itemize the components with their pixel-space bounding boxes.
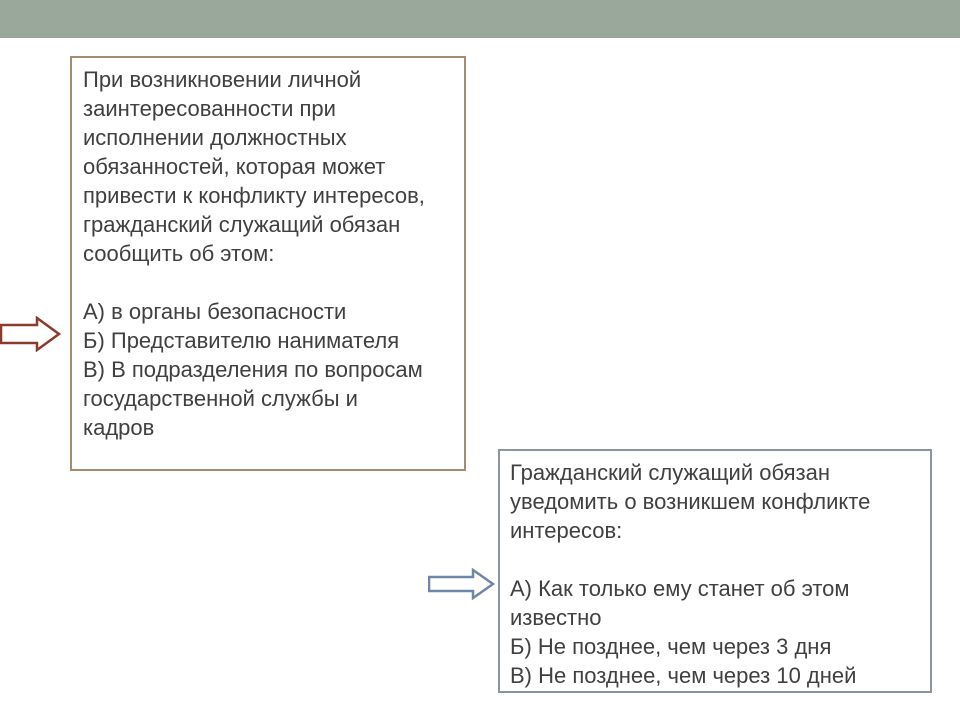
question-1-line: привести к конфликту интересов, bbox=[83, 183, 425, 208]
question-2-box bbox=[498, 449, 932, 693]
question-1-option-c-cont: государственной службы и bbox=[83, 386, 358, 411]
question-2-line: интересов: bbox=[510, 518, 623, 543]
question-1-line: заинтересованности при bbox=[83, 96, 336, 121]
question-1-line: При возникновении личной bbox=[83, 67, 362, 92]
question-1-option-c-cont: кадров bbox=[83, 415, 155, 440]
right-arrow-icon bbox=[428, 568, 496, 600]
question-2-option-c: В) Не позднее, чем через 10 дней bbox=[510, 663, 857, 688]
question-1-spacer bbox=[83, 268, 456, 297]
question-1-line: исполнении должностных bbox=[83, 125, 347, 150]
right-arrow-icon bbox=[0, 316, 62, 352]
question-1-option-c: В) В подразделения по вопросам bbox=[83, 357, 423, 382]
question-2-option-a-cont: известно bbox=[510, 605, 602, 630]
question-1-box bbox=[70, 56, 466, 471]
question-1-option-b: Б) Представителю нанимателя bbox=[83, 328, 400, 353]
question-2-option-a: А) Как только ему станет об этом bbox=[510, 576, 850, 601]
question-1-line: обязанностей, которая может bbox=[83, 154, 386, 179]
question-1-option-a: А) в органы безопасности bbox=[83, 299, 347, 324]
top-bar bbox=[0, 0, 960, 38]
question-2-line: Гражданский служащий обязан bbox=[510, 460, 830, 485]
question-1-line: гражданский служащий обязан bbox=[83, 212, 401, 237]
question-2-option-b: Б) Не позднее, чем через 3 дня bbox=[510, 634, 832, 659]
question-2-line: уведомить о возникшем конфликте bbox=[510, 489, 871, 514]
question-2-spacer bbox=[510, 545, 922, 574]
question-1-line: сообщить об этом: bbox=[83, 241, 275, 266]
